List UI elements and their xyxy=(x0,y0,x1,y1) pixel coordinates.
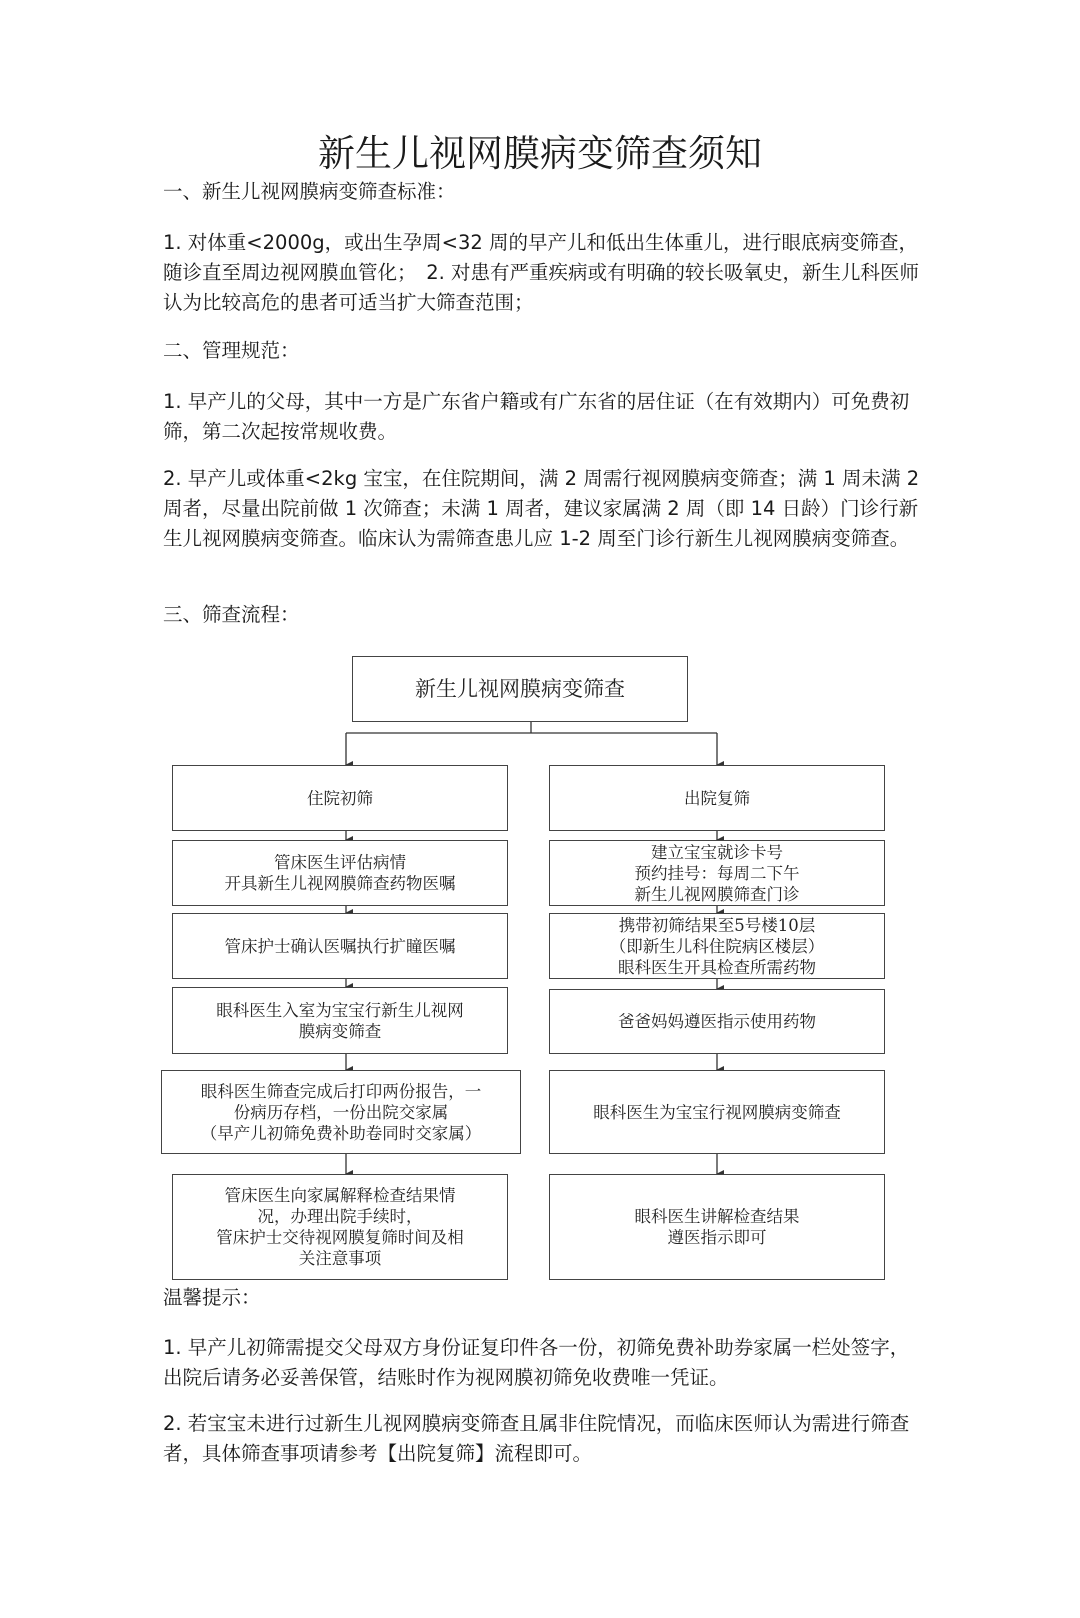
tips-item-1: 1. 早产儿初筛需提交父母双方身份证复印件各一份，初筛免费补助券家属一栏处签字，出院后请务必妥善保管，结账时作为视网膜初筛免收费唯一凭证。 xyxy=(163,1336,910,1389)
flow-right-step-5: 眼科医生为宝宝行视网膜病变筛查 xyxy=(549,1070,885,1154)
flow-left-step-5: 眼科医生筛查完成后打印两份报告，一 份病历存档，一份出院交家属 （早产儿初筛免费补助卷同时交家属） xyxy=(161,1070,521,1154)
flow-left-step-4: 眼科医生入室为宝宝行新生儿视网 膜病变筛查 xyxy=(172,987,508,1054)
flow-left-step-1: 住院初筛 xyxy=(172,765,508,831)
tips-heading: 温馨提示： xyxy=(163,1286,261,1309)
flow-left-step-6: 管床医生向家属解释检查结果情 况，办理出院手续时， 管床护士交待视网膜复筛时间及相 关注意事项 xyxy=(172,1174,508,1280)
section-1-heading: 一、新生儿视网膜病变筛查标准： xyxy=(163,180,456,203)
section-3-heading: 三、筛查流程： xyxy=(163,603,300,626)
flow-right-step-6: 眼科医生讲解检查结果 遵医指示即可 xyxy=(549,1174,885,1280)
section-1-text: 1. 对体重<2000g，或出生孕周<32 周的早产儿和低出生体重儿，进行眼底病变筛查，随诊直至周边视网膜血管化； 2. 对患有严重疾病或有明确的较长吸氧史，新生儿科医师认为比较高危的患者可适当扩大筛查范围； xyxy=(163,231,920,314)
section-2-item-1: 1. 早产儿的父母，其中一方是广东省户籍或有广东省的居住证（在有效期内）可免费初筛，第二次起按常规收费。 xyxy=(163,390,910,443)
tips-item-2: 2. 若宝宝未进行过新生儿视网膜病变筛查且属非住院情况，而临床医师认为需进行筛查者，具体筛查事项请参考【出院复筛】流程即可。 xyxy=(163,1412,910,1465)
flow-right-step-2: 建立宝宝就诊卡号 预约挂号：每周二下午 新生儿视网膜筛查门诊 xyxy=(549,840,885,906)
flow-right-step-4: 爸爸妈妈遵医指示使用药物 xyxy=(549,989,885,1054)
flow-right-step-3: 携带初筛结果至5号楼10层 （即新生儿科住院病区楼层） 眼科医生开具检查所需药物 xyxy=(549,913,885,979)
flow-right-step-1: 出院复筛 xyxy=(549,765,885,831)
flow-left-step-2: 管床医生评估病情 开具新生儿视网膜筛查药物医嘱 xyxy=(172,840,508,906)
flowchart-top-box: 新生儿视网膜病变筛查 xyxy=(352,656,688,722)
page-title: 新生儿视网膜病变筛查须知 xyxy=(318,131,762,175)
section-2-item-2: 2. 早产儿或体重<2kg 宝宝，在住院期间，满 2 周需行视网膜病变筛查；满 1 周未满 2 周者，尽量出院前做 1 次筛查；未满 1 周者，建议家属满 2 周（即 14 日龄）门诊行新生儿视网膜病变筛查。临床认为需筛查患儿应 1-2 周至门诊行新生儿视网膜病变筛查。 xyxy=(163,467,920,550)
flow-left-step-3: 管床护士确认医嘱执行扩瞳医嘱 xyxy=(172,913,508,979)
section-2-heading: 二、管理规范： xyxy=(163,339,300,362)
